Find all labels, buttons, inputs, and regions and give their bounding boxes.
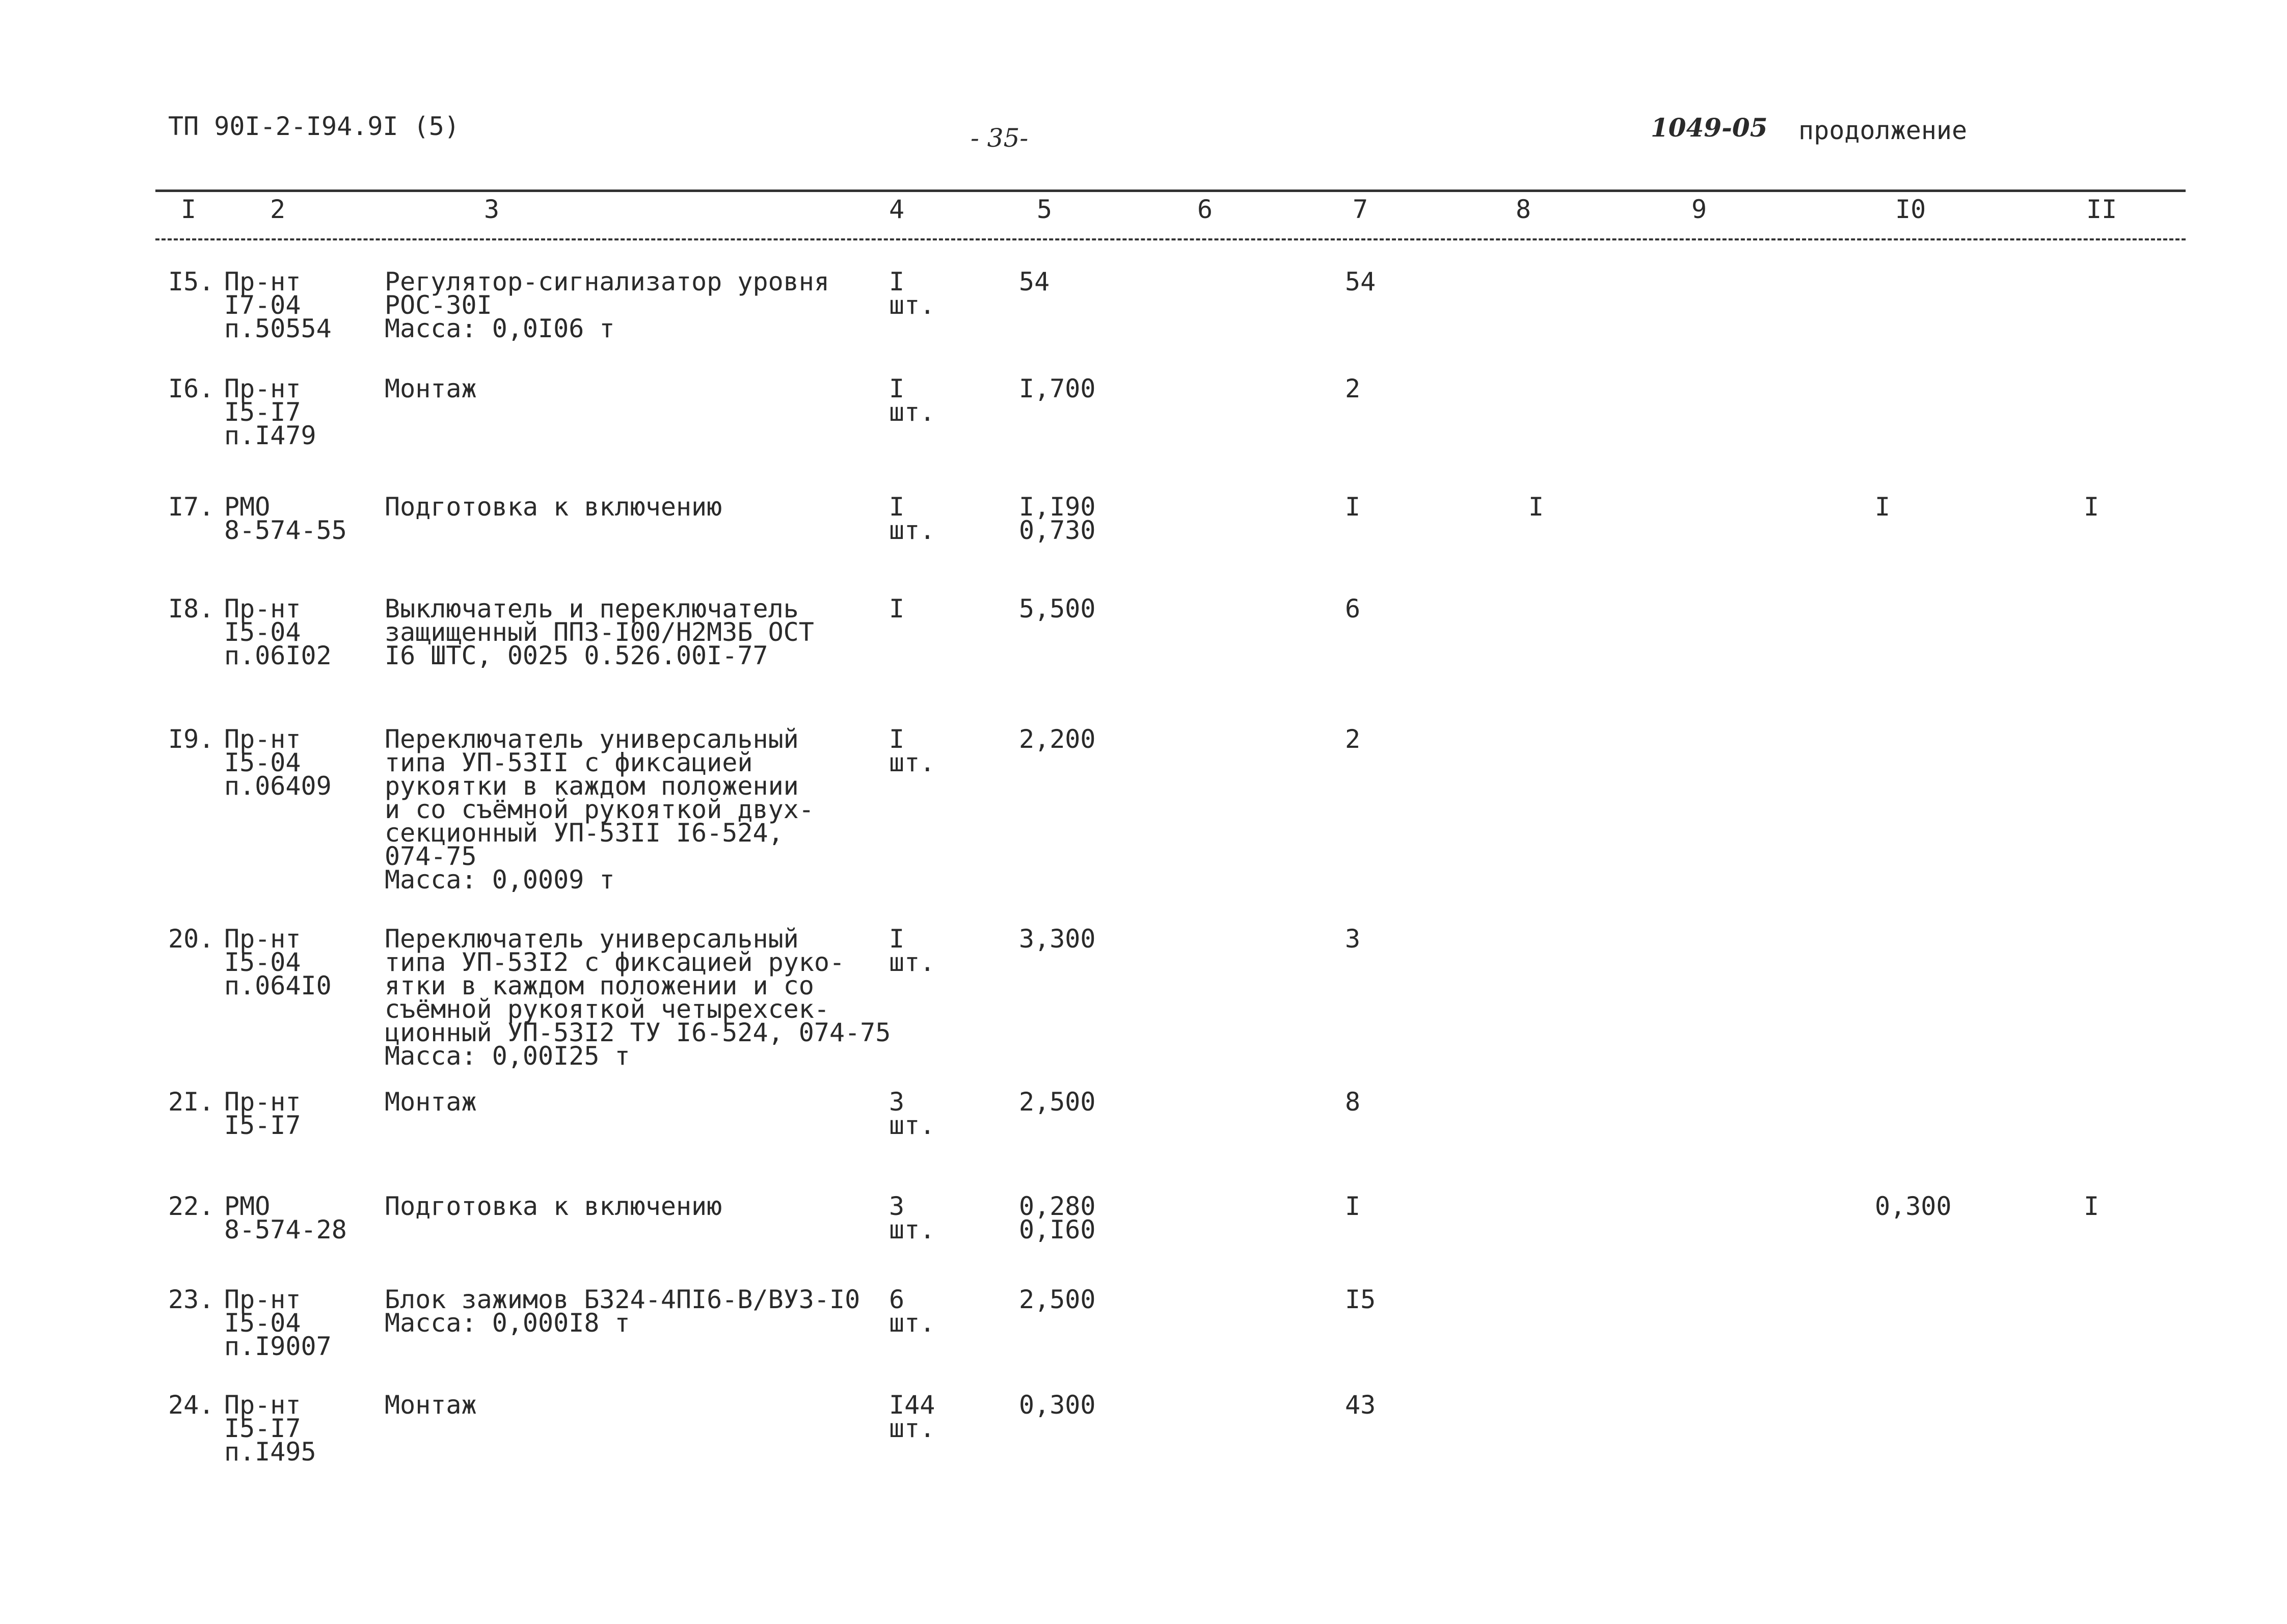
work-description: Выключатель и переключатель защищенный ППЗ-I00/Н2М3Б ОСТ I6 ШТС, 0025 0.526.00I-77 bbox=[385, 594, 814, 670]
row-number: 24. bbox=[168, 1390, 214, 1420]
column-5-value: I,I90 0,730 bbox=[1019, 492, 1096, 545]
work-description: Переключатель универсальный типа УП-53I2 с фиксацией руко- ятки в каждом положении и со съёмной рукояткой четырехсек- ционный УП-53I2 ТУ I6-524, 074-75 Масса: 0,00I25 т bbox=[385, 924, 891, 1071]
norm-code: Пр-нт I5-04 п.06409 bbox=[224, 724, 332, 801]
quantity: I шт. bbox=[889, 924, 935, 977]
work-description: Блок зажимов Б324-4ПI6-В/ВУЗ-I0 Масса: 0,000I8 т bbox=[385, 1285, 860, 1338]
norm-code: Пр-нт I5-I7 п.I495 bbox=[224, 1390, 316, 1467]
column-number: 6 bbox=[1197, 195, 1213, 224]
document-code: ТП 90I-2-I94.9I (5) bbox=[168, 112, 460, 141]
column-7-value: 2 bbox=[1345, 724, 1361, 754]
column-5-value: 54 bbox=[1019, 267, 1050, 296]
quantity: I шт. bbox=[889, 492, 935, 545]
norm-code: РМО 8-574-55 bbox=[224, 492, 347, 545]
norm-code: Пр-нт I5-I7 п.I479 bbox=[224, 374, 316, 450]
column-7-value: 6 bbox=[1345, 594, 1361, 624]
column-number: 7 bbox=[1353, 195, 1368, 224]
column-number: 3 bbox=[484, 195, 500, 224]
column-7-value: 2 bbox=[1345, 374, 1361, 403]
column-5-value: 2,200 bbox=[1019, 724, 1096, 754]
row-number: I8. bbox=[168, 594, 214, 624]
column-10-value: I bbox=[1875, 492, 1891, 522]
column-11-value: I bbox=[2084, 1192, 2100, 1221]
quantity: 6 шт. bbox=[889, 1285, 935, 1338]
column-7-value: I bbox=[1345, 492, 1361, 522]
work-description: Подготовка к включению bbox=[385, 1192, 722, 1221]
row-number: 23. bbox=[168, 1285, 214, 1314]
column-number: 9 bbox=[1691, 195, 1707, 224]
quantity: I шт. bbox=[889, 724, 935, 777]
quantity: 3 шт. bbox=[889, 1087, 935, 1140]
column-number: 2 bbox=[270, 195, 286, 224]
column-7-value: 54 bbox=[1345, 267, 1376, 296]
column-7-value: 43 bbox=[1345, 1390, 1376, 1420]
column-number: I0 bbox=[1895, 195, 1926, 224]
work-description: Переключатель универсальный типа УП-53II с фиксацией рукоятки в каждом положении и со съёмной рукояткой двух- секционный УП-53II I6-524, 074-75 Масса: 0,0009 т bbox=[385, 724, 814, 895]
norm-code: Пр-нт I5-04 п.I9007 bbox=[224, 1285, 332, 1361]
column-5-value: 0,280 0,I60 bbox=[1019, 1192, 1096, 1244]
row-number: 2I. bbox=[168, 1087, 214, 1117]
row-number: 22. bbox=[168, 1192, 214, 1221]
column-number: II bbox=[2086, 195, 2117, 224]
norm-code: Пр-нт I5-04 п.064I0 bbox=[224, 924, 332, 1000]
column-5-value: 3,300 bbox=[1019, 924, 1096, 954]
column-7-value: 3 bbox=[1345, 924, 1361, 954]
column-7-value: I bbox=[1345, 1192, 1361, 1221]
row-number: I9. bbox=[168, 724, 214, 754]
row-number: 20. bbox=[168, 924, 214, 954]
column-5-value: I,700 bbox=[1019, 374, 1096, 403]
row-number: I5. bbox=[168, 267, 214, 296]
quantity: I шт. bbox=[889, 374, 935, 427]
column-7-value: 8 bbox=[1345, 1087, 1361, 1117]
column-8-value: I bbox=[1528, 492, 1544, 522]
continuation-label: продолжение bbox=[1798, 116, 1968, 145]
column-5-value: 2,500 bbox=[1019, 1087, 1096, 1117]
work-description: Подготовка к включению bbox=[385, 492, 722, 522]
column-number: I bbox=[181, 195, 197, 224]
column-7-value: I5 bbox=[1345, 1285, 1376, 1314]
work-description: Монтаж bbox=[385, 1087, 477, 1117]
norm-code: РМО 8-574-28 bbox=[224, 1192, 347, 1244]
row-number: I6. bbox=[168, 374, 214, 403]
quantity: I44 шт. bbox=[889, 1390, 935, 1443]
quantity: I шт. bbox=[889, 267, 935, 320]
work-description: Монтаж bbox=[385, 374, 477, 403]
column-number: 4 bbox=[889, 195, 905, 224]
norm-code: Пр-нт I7-04 п.50554 bbox=[224, 267, 332, 343]
column-number: 8 bbox=[1516, 195, 1531, 224]
column-10-value: 0,300 bbox=[1875, 1192, 1952, 1221]
column-11-value: I bbox=[2084, 492, 2100, 522]
quantity: 3 шт. bbox=[889, 1192, 935, 1244]
column-number: 5 bbox=[1037, 195, 1053, 224]
work-description: Регулятор-сигнализатор уровня РОС-30I Масса: 0,0I06 т bbox=[385, 267, 829, 343]
handwritten-reference: 1049-05 bbox=[1651, 113, 1768, 143]
quantity: I bbox=[889, 594, 905, 624]
work-description: Монтаж bbox=[385, 1390, 477, 1420]
column-5-value: 2,500 bbox=[1019, 1285, 1096, 1314]
table-top-rule bbox=[155, 190, 2186, 192]
norm-code: Пр-нт I5-I7 bbox=[224, 1087, 301, 1140]
column-5-value: 5,500 bbox=[1019, 594, 1096, 624]
table-header-rule bbox=[155, 238, 2186, 240]
page-number: - 35- bbox=[971, 123, 1029, 153]
norm-code: Пр-нт I5-04 п.06I02 bbox=[224, 594, 332, 670]
column-5-value: 0,300 bbox=[1019, 1390, 1096, 1420]
row-number: I7. bbox=[168, 492, 214, 522]
